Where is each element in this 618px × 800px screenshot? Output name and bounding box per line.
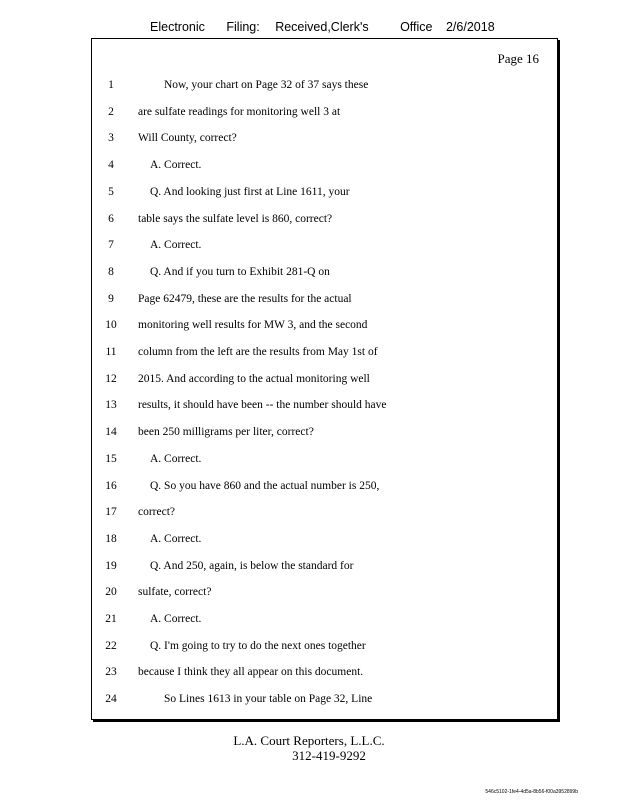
transcript-line: [92, 155, 557, 175]
line-text: Now, your chart on Page 32 of 37 says these: [164, 79, 369, 91]
transcript-line: [92, 529, 557, 549]
line-number: 21: [105, 613, 117, 625]
footer: [0, 733, 618, 763]
line-text: because I think they all appear on this document.: [138, 666, 364, 679]
transcript-line: [92, 315, 557, 335]
line-text: 2015. And according to the actual monitoring well: [138, 372, 370, 385]
transcript-line: [92, 75, 557, 95]
line-number: 2: [108, 105, 114, 118]
transcript-line: [92, 209, 557, 229]
transcript-line: [92, 128, 557, 148]
transcript-line: [92, 449, 557, 469]
transcript-line: [92, 609, 557, 629]
transcript-line: [92, 342, 557, 362]
filing-header-electronic: Electronic: [150, 20, 205, 34]
transcript-line: [92, 582, 557, 602]
filing-header: [150, 20, 495, 34]
filing-header-filing: Filing:: [226, 20, 260, 34]
line-number: 12: [105, 372, 117, 385]
line-text: Q. So you have 860 and the actual number is 250,: [150, 479, 380, 492]
transcript-line: [92, 102, 557, 122]
line-text: Q. And 250, again, is below the standard for: [150, 559, 354, 572]
line-text: monitoring well results for MW 3, and the second: [138, 319, 368, 332]
line-text: sulfate, correct?: [138, 586, 212, 599]
transcript-line: [92, 662, 557, 682]
line-number: 24: [105, 693, 117, 706]
line-number: 9: [108, 292, 114, 305]
filing-header-office: Office: [400, 20, 433, 34]
transcript-page: [91, 38, 558, 720]
line-number: 3: [108, 132, 114, 145]
line-text: A. Correct.: [150, 159, 202, 172]
line-text: Q. And looking just first at Line 1611, your: [150, 185, 350, 198]
transcript-line: [92, 395, 557, 415]
line-text: column from the left are the results from May 1st of: [138, 346, 378, 358]
line-text: correct?: [138, 506, 176, 519]
line-text: results, it should have been -- the number should have: [138, 399, 387, 412]
line-number: 11: [105, 346, 117, 358]
line-number: 23: [105, 666, 117, 679]
line-text: So Lines 1613 in your table on Page 32, Line: [164, 693, 373, 706]
line-text: are sulfate readings for monitoring well 3 at: [138, 105, 341, 118]
transcript-line: [92, 235, 557, 255]
line-number: 18: [105, 532, 117, 545]
line-number: 8: [108, 265, 114, 278]
line-number: 4: [108, 159, 114, 172]
line-text: table says the sulfate level is 860, correct?: [138, 212, 333, 225]
footer-phone: 312-419-9292: [292, 748, 366, 763]
footer-company: L.A. Court Reporters, L.L.C.: [233, 733, 385, 748]
transcript-line: [92, 502, 557, 522]
line-text: Q. And if you turn to Exhibit 281-Q on: [150, 265, 330, 278]
line-text: Will County, correct?: [138, 132, 237, 145]
line-number: 7: [108, 239, 114, 252]
line-number: 13: [105, 399, 117, 412]
line-number: 16: [105, 479, 117, 492]
line-text: Page 62479, these are the results for the actual: [138, 292, 352, 305]
filing-header-received: Received,Clerk's: [275, 20, 369, 34]
filing-header-date: 2/6/2018: [445, 20, 495, 34]
line-number: 15: [105, 452, 117, 465]
line-number: 10: [105, 319, 117, 332]
line-text: Q. I'm going to try to do the next ones together: [150, 639, 366, 652]
transcript-line: [92, 369, 557, 389]
line-number: 22: [105, 639, 117, 652]
transcript-line: [92, 289, 557, 309]
line-text: A. Correct.: [150, 239, 202, 252]
line-text: A. Correct.: [150, 613, 202, 625]
line-number: 14: [105, 426, 117, 439]
document-id: 546c5102-1fe4-4d5a-8b56-f00a3952899b: [485, 789, 578, 795]
line-number: 6: [108, 212, 114, 225]
transcript-line: [92, 182, 557, 202]
transcript-line: [92, 556, 557, 576]
line-number: 17: [105, 506, 117, 519]
line-text: A. Correct.: [150, 532, 202, 545]
line-text: A. Correct.: [150, 452, 202, 465]
line-number: 19: [105, 559, 117, 572]
line-number: 1: [108, 79, 114, 91]
transcript-line: [92, 262, 557, 282]
transcript-line: [92, 422, 557, 442]
page-number: Page 16: [497, 51, 539, 66]
line-number: 5: [108, 185, 114, 198]
line-number: 20: [105, 586, 117, 599]
transcript-line: [92, 636, 557, 656]
transcript-line: [92, 689, 557, 709]
transcript-line: [92, 476, 557, 496]
line-text: been 250 milligrams per liter, correct?: [138, 426, 314, 439]
